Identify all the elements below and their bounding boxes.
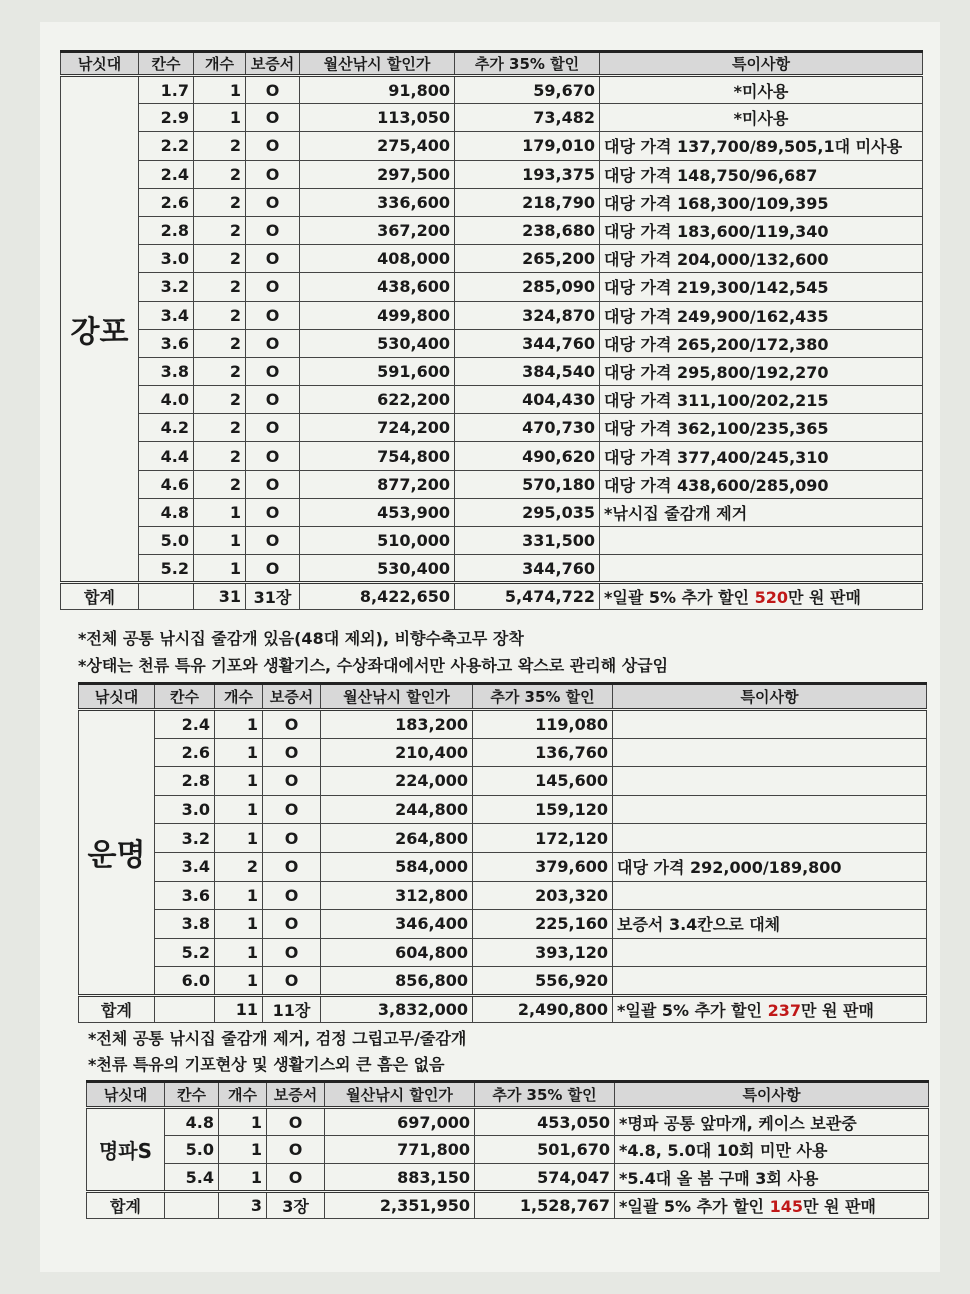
table-row	[61, 132, 923, 160]
length-cell: 3.4	[155, 852, 215, 881]
table-row	[79, 824, 927, 853]
length-cell: 2.8	[155, 767, 215, 796]
table-row	[79, 738, 927, 767]
count-cell: 1	[215, 738, 263, 767]
table-row	[79, 852, 927, 881]
discount-cell: 203,320	[473, 881, 613, 910]
cert-cell: O	[246, 301, 300, 329]
discount-cell: 136,760	[473, 738, 613, 767]
length-cell: 1.7	[139, 76, 194, 104]
count-cell: 1	[215, 767, 263, 796]
cert-cell: O	[246, 498, 300, 526]
note-cell	[613, 767, 927, 796]
table-header-row	[61, 52, 923, 76]
count-cell: 1	[215, 938, 263, 967]
table-myeongpa	[86, 1080, 929, 1219]
length-cell: 3.4	[139, 301, 194, 329]
length-cell: 2.9	[139, 104, 194, 132]
total-price: 8,422,650	[300, 583, 455, 610]
cert-cell: O	[263, 710, 321, 739]
table-row	[87, 1108, 929, 1136]
cert-cell: O	[246, 216, 300, 244]
discount-cell: 331,500	[455, 527, 600, 555]
cert-cell: O	[246, 76, 300, 104]
group-name-cell: 강포	[61, 76, 139, 583]
discount-cell: 193,375	[455, 160, 600, 188]
price-cell: 113,050	[300, 104, 455, 132]
count-cell: 1	[215, 824, 263, 853]
total-row	[61, 583, 923, 610]
length-cell: 2.4	[155, 710, 215, 739]
table-unmyeong	[78, 682, 927, 1023]
count-cell: 2	[194, 442, 246, 470]
note-cell: *5.4대 올 봄 구매 3회 사용	[615, 1164, 929, 1192]
note-cell: 대당 가격 438,600/285,090	[600, 470, 923, 498]
total-discount: 2,490,800	[473, 995, 613, 1022]
footnote-unmyeong-1: *전체 공통 낚시집 줄감개 제거, 검정 그립고무/줄감개	[88, 1029, 467, 1048]
note-cell	[613, 881, 927, 910]
note-cell: 대당 가격 204,000/132,600	[600, 245, 923, 273]
header-length: 칸수	[165, 1082, 219, 1108]
length-cell: 2.2	[139, 132, 194, 160]
count-cell: 2	[194, 386, 246, 414]
note-cell	[613, 824, 927, 853]
total-row	[87, 1192, 929, 1219]
total-label: 합계	[61, 583, 139, 610]
total-label: 합계	[79, 995, 155, 1022]
discount-cell: 179,010	[455, 132, 600, 160]
price-cell: 510,000	[300, 527, 455, 555]
price-cell: 312,800	[321, 881, 473, 910]
note-cell: *명파 공통 앞마개, 케이스 보관중	[615, 1108, 929, 1136]
price-cell: 275,400	[300, 132, 455, 160]
table-row	[61, 301, 923, 329]
length-cell: 3.8	[139, 357, 194, 385]
cert-cell: O	[267, 1108, 325, 1136]
header-note: 특이사항	[600, 52, 923, 76]
count-cell: 1	[194, 76, 246, 104]
count-cell: 1	[215, 881, 263, 910]
note-cell: 대당 가격 292,000/189,800	[613, 852, 927, 881]
table-row	[61, 216, 923, 244]
note-cell: 대당 가격 311,100/202,215	[600, 386, 923, 414]
note-cell	[613, 710, 927, 739]
discount-cell: 384,540	[455, 357, 600, 385]
table-header-row	[79, 684, 927, 710]
total-note-prefix: *일괄 5% 추가 할인	[604, 588, 755, 608]
note-cell: *4.8, 5.0대 10회 미만 사용	[615, 1136, 929, 1164]
discount-cell: 404,430	[455, 386, 600, 414]
discount-cell: 490,620	[455, 442, 600, 470]
table-row	[79, 881, 927, 910]
price-cell: 604,800	[321, 938, 473, 967]
table-row	[87, 1136, 929, 1164]
cert-cell: O	[246, 442, 300, 470]
header-count: 개수	[215, 684, 263, 710]
table-row	[61, 245, 923, 273]
total-note	[600, 583, 923, 610]
discount-cell: 379,600	[473, 852, 613, 881]
total-count: 3	[219, 1192, 267, 1219]
length-cell: 5.4	[165, 1164, 219, 1192]
cert-cell: O	[246, 329, 300, 357]
header-count: 개수	[194, 52, 246, 76]
table-row	[79, 938, 927, 967]
note-cell	[600, 527, 923, 555]
header-cert: 보증서	[246, 52, 300, 76]
price-cell: 530,400	[300, 555, 455, 583]
table-row	[79, 967, 927, 996]
price-cell: 183,200	[321, 710, 473, 739]
total-empty	[165, 1192, 219, 1219]
header-cert: 보증서	[263, 684, 321, 710]
discount-cell: 501,670	[475, 1136, 615, 1164]
cert-cell: O	[246, 160, 300, 188]
header-discount: 추가 35% 할인	[475, 1082, 615, 1108]
group-name-cell: 명파S	[87, 1108, 165, 1192]
note-cell: 대당 가격 362,100/235,365	[600, 414, 923, 442]
discount-cell: 265,200	[455, 245, 600, 273]
total-empty	[155, 995, 215, 1022]
discount-cell: 556,920	[473, 967, 613, 996]
header-length: 칸수	[155, 684, 215, 710]
count-cell: 1	[219, 1108, 267, 1136]
discount-cell: 238,680	[455, 216, 600, 244]
header-discount: 추가 35% 할인	[473, 684, 613, 710]
length-cell: 4.6	[139, 470, 194, 498]
cert-cell: O	[246, 273, 300, 301]
count-cell: 2	[194, 188, 246, 216]
price-cell: 877,200	[300, 470, 455, 498]
length-cell: 4.2	[139, 414, 194, 442]
total-note	[613, 995, 927, 1022]
cert-cell: O	[263, 738, 321, 767]
cert-cell: O	[246, 414, 300, 442]
total-empty	[139, 583, 194, 610]
footnote-gangpo-1: *전체 공통 낚시집 줄감개 있음(48대 제외), 비향수축고무 장착	[78, 629, 524, 648]
length-cell: 2.4	[139, 160, 194, 188]
note-cell: 대당 가격 148,750/96,687	[600, 160, 923, 188]
total-discount: 1,528,767	[475, 1192, 615, 1219]
cert-cell: O	[246, 386, 300, 414]
note-cell: *미사용	[600, 76, 923, 104]
total-note-amount: 520	[754, 588, 788, 608]
note-cell: 대당 가격 137,700/89,505,1대 미사용	[600, 132, 923, 160]
header-note: 특이사항	[613, 684, 927, 710]
price-cell: 591,600	[300, 357, 455, 385]
discount-cell: 119,080	[473, 710, 613, 739]
length-cell: 3.8	[155, 910, 215, 939]
group-name-cell: 운명	[79, 710, 155, 996]
price-cell: 346,400	[321, 910, 473, 939]
discount-cell: 453,050	[475, 1108, 615, 1136]
discount-cell: 73,482	[455, 104, 600, 132]
note-cell	[613, 967, 927, 996]
length-cell: 5.2	[155, 938, 215, 967]
table-row	[61, 329, 923, 357]
count-cell: 2	[215, 852, 263, 881]
length-cell: 2.6	[155, 738, 215, 767]
price-cell: 771,800	[325, 1136, 475, 1164]
header-price: 월산낚시 할인가	[325, 1082, 475, 1108]
note-cell	[613, 738, 927, 767]
note-cell: *미사용	[600, 104, 923, 132]
count-cell: 2	[194, 216, 246, 244]
discount-cell: 285,090	[455, 273, 600, 301]
note-cell: 대당 가격 249,900/162,435	[600, 301, 923, 329]
length-cell: 5.0	[139, 527, 194, 555]
length-cell: 3.0	[155, 795, 215, 824]
length-cell: 3.2	[155, 824, 215, 853]
note-cell: *낚시집 줄감개 제거	[600, 498, 923, 526]
count-cell: 1	[219, 1164, 267, 1192]
cert-cell: O	[246, 357, 300, 385]
header-discount: 추가 35% 할인	[455, 52, 600, 76]
price-cell: 697,000	[325, 1108, 475, 1136]
cert-cell: O	[267, 1164, 325, 1192]
total-note-amount: 145	[769, 1197, 803, 1216]
table-row	[61, 76, 923, 104]
cert-cell: O	[263, 852, 321, 881]
table-row	[61, 527, 923, 555]
cert-cell: O	[246, 555, 300, 583]
price-cell: 264,800	[321, 824, 473, 853]
length-cell: 4.8	[165, 1108, 219, 1136]
count-cell: 2	[194, 357, 246, 385]
cert-cell: O	[263, 910, 321, 939]
length-cell: 3.0	[139, 245, 194, 273]
header-rod: 낚싯대	[87, 1082, 165, 1108]
length-cell: 3.6	[139, 329, 194, 357]
total-note-suffix: 만 원 판매	[800, 1000, 874, 1020]
table-gangpo	[60, 50, 923, 610]
note-cell	[613, 938, 927, 967]
count-cell: 1	[215, 910, 263, 939]
price-cell: 336,600	[300, 188, 455, 216]
length-cell: 4.4	[139, 442, 194, 470]
total-note-prefix: *일괄 5% 추가 할인	[617, 1000, 768, 1020]
total-note-suffix: 만 원 판매	[787, 588, 861, 608]
total-note-prefix: *일괄 5% 추가 할인	[619, 1197, 770, 1216]
length-cell: 6.0	[155, 967, 215, 996]
price-cell: 210,400	[321, 738, 473, 767]
cert-cell: O	[246, 470, 300, 498]
count-cell: 2	[194, 273, 246, 301]
discount-cell: 470,730	[455, 414, 600, 442]
discount-cell: 344,760	[455, 555, 600, 583]
length-cell: 5.2	[139, 555, 194, 583]
table-row	[87, 1164, 929, 1192]
cert-cell: O	[263, 938, 321, 967]
table-row	[61, 160, 923, 188]
count-cell: 1	[194, 498, 246, 526]
count-cell: 2	[194, 414, 246, 442]
table-row	[79, 710, 927, 739]
cert-cell: O	[263, 767, 321, 796]
count-cell: 2	[194, 132, 246, 160]
cert-cell: O	[263, 881, 321, 910]
discount-cell: 59,670	[455, 76, 600, 104]
footnote-unmyeong-2: *천류 특유의 기포현상 및 생활기스외 큰 흠은 없음	[88, 1055, 445, 1074]
note-cell	[600, 555, 923, 583]
count-cell: 1	[194, 104, 246, 132]
price-cell: 297,500	[300, 160, 455, 188]
count-cell: 2	[194, 329, 246, 357]
total-note-amount: 237	[767, 1000, 801, 1020]
note-cell: 대당 가격 219,300/142,545	[600, 273, 923, 301]
discount-cell: 172,120	[473, 824, 613, 853]
price-cell: 622,200	[300, 386, 455, 414]
count-cell: 2	[194, 245, 246, 273]
cert-cell: O	[263, 824, 321, 853]
price-cell: 408,000	[300, 245, 455, 273]
length-cell: 4.0	[139, 386, 194, 414]
discount-cell: 295,035	[455, 498, 600, 526]
count-cell: 1	[215, 710, 263, 739]
length-cell: 4.8	[139, 498, 194, 526]
total-price: 3,832,000	[321, 995, 473, 1022]
total-cert: 11장	[263, 995, 321, 1022]
price-cell: 530,400	[300, 329, 455, 357]
count-cell: 2	[194, 160, 246, 188]
table-row	[79, 910, 927, 939]
total-count: 11	[215, 995, 263, 1022]
header-rod: 낚싯대	[79, 684, 155, 710]
cert-cell: O	[263, 795, 321, 824]
price-cell: 453,900	[300, 498, 455, 526]
table-row	[79, 795, 927, 824]
length-cell: 5.0	[165, 1136, 219, 1164]
cert-cell: O	[246, 245, 300, 273]
count-cell: 1	[194, 555, 246, 583]
footnote-gangpo-2: *상태는 천류 특유 기포와 생활기스, 수상좌대에서만 사용하고 왁스로 관리해 상급임	[78, 656, 669, 675]
price-cell: 883,150	[325, 1164, 475, 1192]
table-header-row	[87, 1082, 929, 1108]
discount-cell: 145,600	[473, 767, 613, 796]
table-row	[61, 104, 923, 132]
header-cert: 보증서	[267, 1082, 325, 1108]
count-cell: 2	[194, 470, 246, 498]
total-price: 2,351,950	[325, 1192, 475, 1219]
note-cell: 대당 가격 168,300/109,395	[600, 188, 923, 216]
header-note: 특이사항	[615, 1082, 929, 1108]
price-cell: 367,200	[300, 216, 455, 244]
note-cell	[613, 795, 927, 824]
discount-cell: 570,180	[455, 470, 600, 498]
discount-cell: 218,790	[455, 188, 600, 216]
discount-cell: 344,760	[455, 329, 600, 357]
table-row	[79, 767, 927, 796]
note-cell: 대당 가격 265,200/172,380	[600, 329, 923, 357]
discount-cell: 159,120	[473, 795, 613, 824]
length-cell: 2.6	[139, 188, 194, 216]
price-cell: 91,800	[300, 76, 455, 104]
discount-cell: 324,870	[455, 301, 600, 329]
count-cell: 1	[219, 1136, 267, 1164]
total-row	[79, 995, 927, 1022]
header-price: 월산낚시 할인가	[321, 684, 473, 710]
total-discount: 5,474,722	[455, 583, 600, 610]
length-cell: 3.2	[139, 273, 194, 301]
price-cell: 438,600	[300, 273, 455, 301]
price-cell: 754,800	[300, 442, 455, 470]
note-cell: 대당 가격 295,800/192,270	[600, 357, 923, 385]
header-price: 월산낚시 할인가	[300, 52, 455, 76]
length-cell: 3.6	[155, 881, 215, 910]
total-note-suffix: 만 원 판매	[802, 1197, 876, 1216]
table-row	[61, 498, 923, 526]
discount-cell: 574,047	[475, 1164, 615, 1192]
table-row	[61, 357, 923, 385]
price-cell: 499,800	[300, 301, 455, 329]
price-cell: 224,000	[321, 767, 473, 796]
table-row	[61, 273, 923, 301]
count-cell: 1	[215, 967, 263, 996]
header-rod: 낚싯대	[61, 52, 139, 76]
length-cell: 2.8	[139, 216, 194, 244]
total-note	[615, 1192, 929, 1219]
table-row	[61, 555, 923, 583]
table-row	[61, 414, 923, 442]
discount-cell: 225,160	[473, 910, 613, 939]
price-cell: 856,800	[321, 967, 473, 996]
price-cell: 584,000	[321, 852, 473, 881]
count-cell: 2	[194, 301, 246, 329]
cert-cell: O	[246, 527, 300, 555]
table-row	[61, 442, 923, 470]
count-cell: 1	[215, 795, 263, 824]
discount-cell: 393,120	[473, 938, 613, 967]
header-count: 개수	[219, 1082, 267, 1108]
price-cell: 724,200	[300, 414, 455, 442]
note-cell: 대당 가격 377,400/245,310	[600, 442, 923, 470]
total-cert: 3장	[267, 1192, 325, 1219]
cert-cell: O	[246, 132, 300, 160]
table-row	[61, 386, 923, 414]
cert-cell: O	[246, 104, 300, 132]
count-cell: 1	[194, 527, 246, 555]
total-count: 31	[194, 583, 246, 610]
header-length: 칸수	[139, 52, 194, 76]
cert-cell: O	[267, 1136, 325, 1164]
cert-cell: O	[246, 188, 300, 216]
cert-cell: O	[263, 967, 321, 996]
price-cell: 244,800	[321, 795, 473, 824]
note-cell: 대당 가격 183,600/119,340	[600, 216, 923, 244]
table-row	[61, 188, 923, 216]
total-cert: 31장	[246, 583, 300, 610]
total-label: 합계	[87, 1192, 165, 1219]
table-row	[61, 470, 923, 498]
note-cell: 보증서 3.4칸으로 대체	[613, 910, 927, 939]
